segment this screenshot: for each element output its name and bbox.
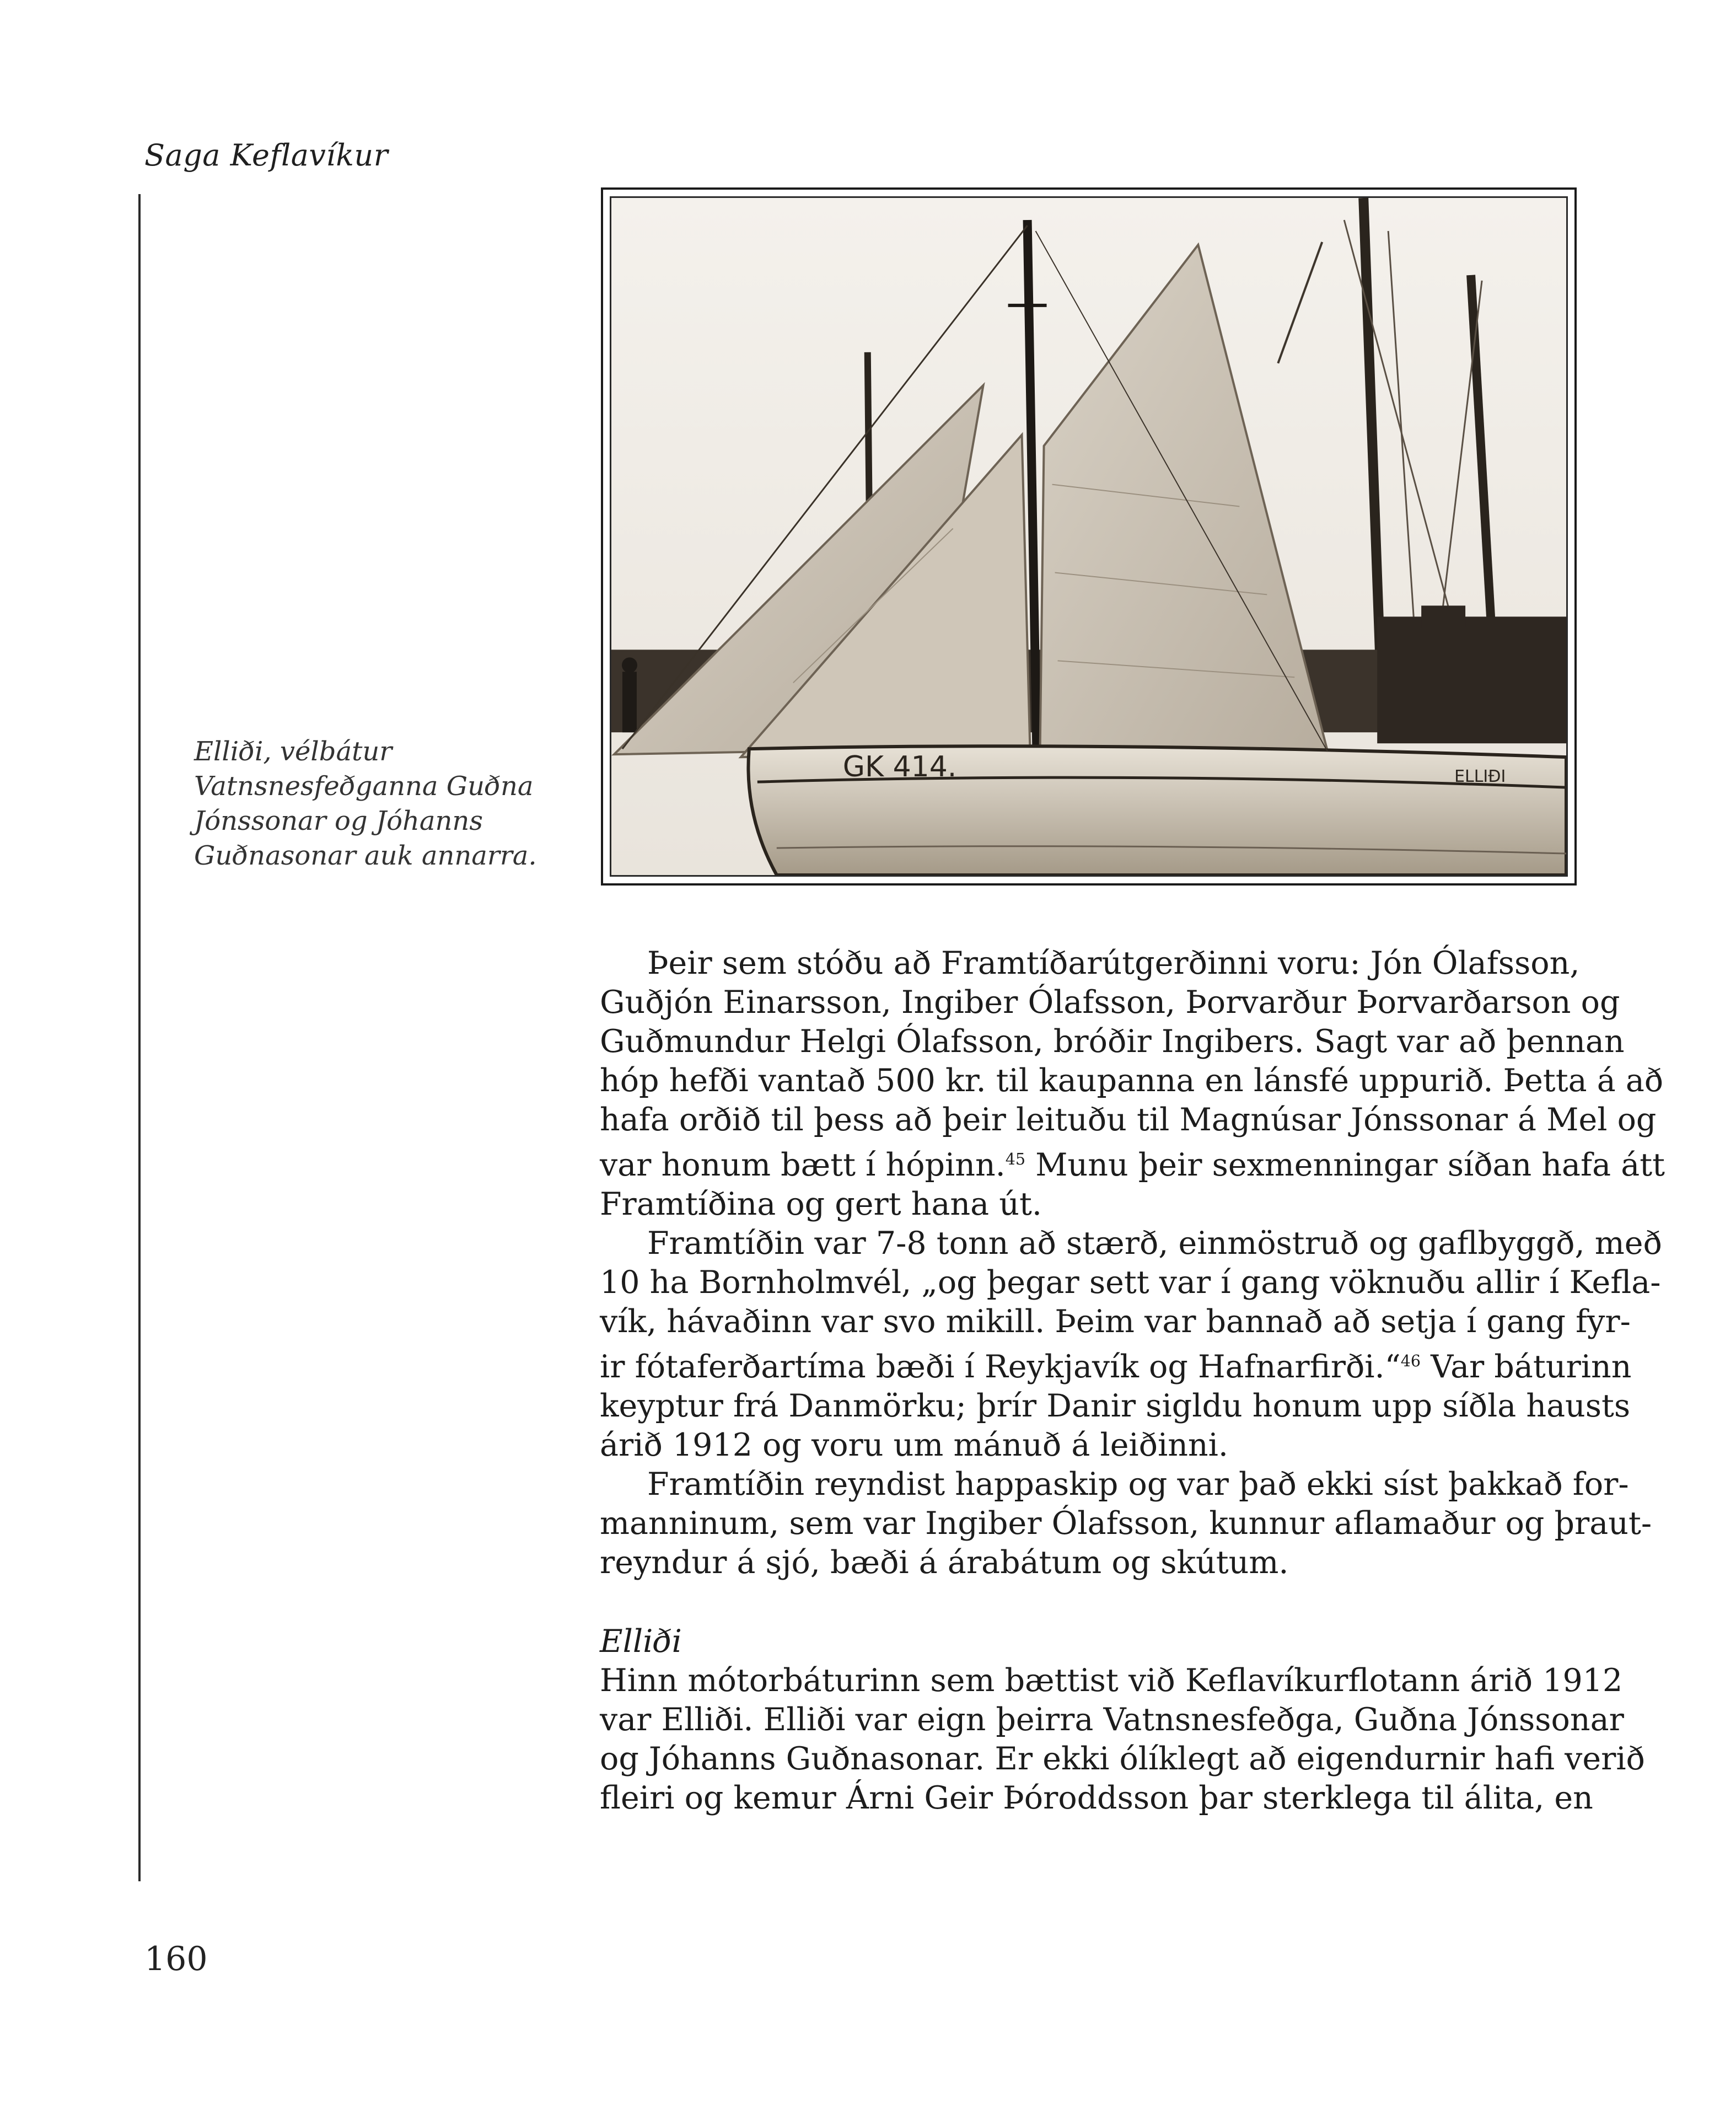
caption-line: Elliði, vélbátur <box>194 736 393 767</box>
text-line: vík, hávaðinn var svo mikill. Þeim var bannað að setja í gang fyr- <box>600 1303 1631 1340</box>
text-line: Framtíðin var 7-8 tonn að stærð, einmöstruð og gaflbyggð, með <box>647 1225 1662 1262</box>
text-line: Framtíðina og gert hana út. <box>600 1185 1042 1222</box>
body-text <box>600 944 1665 1818</box>
photo-caption <box>194 734 558 873</box>
text-line: hafa orðið til þess að þeir leituðu til Magnúsar Jónssonar á Mel og <box>600 1102 1657 1138</box>
caption-line: Guðnasonar auk annarra. <box>194 840 537 871</box>
text-line: og Jóhanns Guðnasonar. Er ekki ólíklegt að eigendurnir hafi verið <box>600 1740 1645 1777</box>
text-line: Þeir sem stóðu að Framtíðarútgerðinni voru: Jón Ólafsson, <box>647 945 1580 981</box>
running-head: Saga Keflavíkur <box>144 138 389 173</box>
caption-line: Jónssonar og Jóhanns <box>194 806 483 836</box>
footnote-ref-46: 46 <box>1400 1351 1421 1370</box>
text-line: reyndur á sjó, bæði á árabátum og skútum. <box>600 1544 1289 1581</box>
bow-name: ELLIÐI <box>1454 767 1506 787</box>
hull-marking: GK 414. <box>842 750 957 784</box>
sailboat-photo-illustration <box>611 198 1566 875</box>
text-line: Framtíðin reyndist happaskip og var það ekki síst þakkað for- <box>647 1466 1629 1502</box>
section-heading: Elliði <box>600 1623 682 1660</box>
text-line <box>600 1341 1632 1387</box>
text-line: árið 1912 og voru um mánuð á leiðinni. <box>600 1426 1228 1463</box>
text-line: keyptur frá Danmörku; þrír Danir sigldu honum upp síðla hausts <box>600 1387 1631 1424</box>
caption-line: Vatnsnesfeðganna Guðna <box>194 771 534 802</box>
text-line: Hinn mótorbáturinn sem bættist við Keflavíkurflotann árið 1912 <box>600 1662 1623 1699</box>
text-line: fleiri og kemur Árni Geir Þóroddsson þar sterklega til álita, en <box>600 1779 1593 1816</box>
boat-photo-frame <box>601 187 1577 886</box>
margin-rule <box>138 194 141 1881</box>
text-line: 10 ha Bornholmvél, „og þegar sett var í gang vöknuðu allir í Kefla- <box>600 1264 1661 1301</box>
text-line: hóp hefði vantað 500 kr. til kaupanna en lánsfé uppurið. Þetta á að <box>600 1062 1664 1099</box>
text-line: Guðmundur Helgi Ólafsson, bróðir Ingibers. Sagt var að þennan <box>600 1023 1625 1060</box>
boat-photo <box>610 196 1568 877</box>
text-segment: Munu þeir sexmenningar síðan hafa átt <box>1025 1146 1665 1183</box>
page-number: 160 <box>144 1940 208 1978</box>
text-line: Guðjón Einarsson, Ingiber Ólafsson, Þorvarður Þorvarðarson og <box>600 984 1620 1021</box>
text-segment: Var báturinn <box>1421 1348 1632 1385</box>
text-segment: var honum bætt í hópinn. <box>600 1146 1006 1183</box>
footnote-ref-45: 45 <box>1005 1150 1026 1168</box>
text-line <box>600 1140 1665 1185</box>
text-line: manninum, sem var Ingiber Ólafsson, kunnur aflamaður og þraut- <box>600 1505 1652 1542</box>
text-line: var Elliði. Elliði var eign þeirra Vatnsnesfeðga, Guðna Jónssonar <box>600 1701 1624 1738</box>
text-segment: ir fótaferðartíma bæði í Reykjavík og Hafnarfirði.“ <box>600 1348 1401 1385</box>
